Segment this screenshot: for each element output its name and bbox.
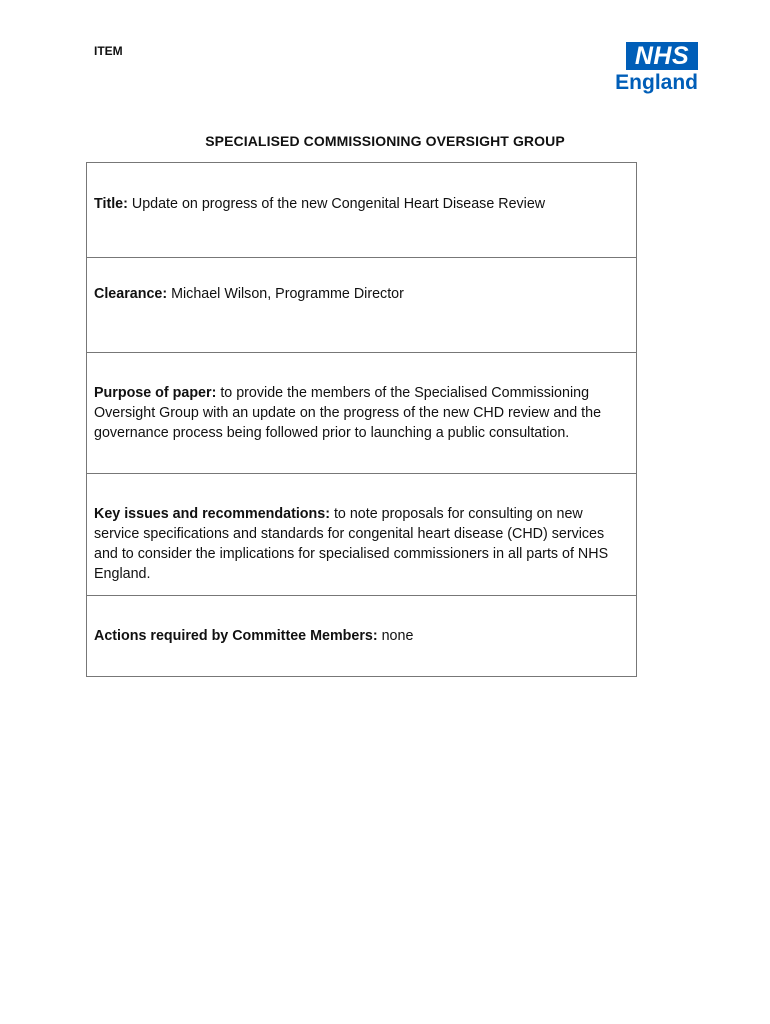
clearance-label: Clearance: <box>94 286 168 302</box>
purpose-label: Purpose of paper: <box>94 385 217 401</box>
clearance-value: Michael Wilson, Programme Director <box>167 286 404 302</box>
actions-label: Actions required by Committee Members: <box>94 628 378 644</box>
title-row <box>87 163 636 258</box>
document-heading: SPECIALISED COMMISSIONING OVERSIGHT GROUP <box>205 133 565 149</box>
cover-sheet-table <box>86 162 637 677</box>
key-issues-row <box>87 474 636 596</box>
nhs-england-logo <box>602 42 702 98</box>
key-issues-label: Key issues and recommendations: <box>94 506 330 522</box>
logo-nhs-box: NHS <box>626 42 698 70</box>
item-label: ITEM <box>94 44 123 58</box>
key-issues-value: to note proposals for consulting on new service specifications and standards for congenital heart disease (CHD) services and to consider the implications for specialised commissioners in all parts of NHS England. <box>94 506 609 582</box>
title-value: Update on progress of the new Congenital Heart Disease Review <box>127 196 546 212</box>
logo-england-text: England <box>615 71 698 94</box>
actions-value: none <box>377 628 414 644</box>
actions-row <box>87 596 636 676</box>
title-label: Title: <box>94 196 128 212</box>
purpose-row <box>87 353 636 474</box>
clearance-row <box>87 258 636 353</box>
purpose-value: to provide the members of the Specialised Commissioning Oversight Group with an update on the progress of the new CHD review and the governance process being followed prior to launching a public consultation. <box>94 385 602 441</box>
